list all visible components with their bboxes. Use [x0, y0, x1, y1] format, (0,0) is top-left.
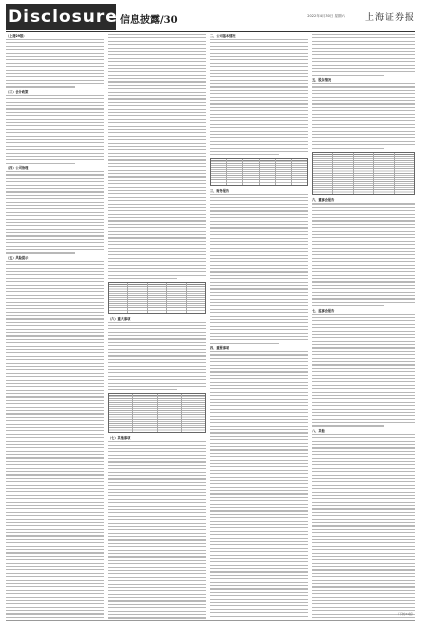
shareholder-table — [312, 152, 415, 196]
heading: （五）风险提示 — [6, 255, 29, 260]
heading: 六、董事会报告 — [312, 198, 335, 203]
body-text — [312, 34, 415, 76]
heading: 七、监事会报告 — [312, 308, 335, 313]
body-text — [6, 95, 104, 164]
heading: 五、股东情况 — [312, 78, 332, 83]
body-text — [312, 83, 415, 149]
financial-table — [108, 282, 206, 313]
heading: 二、公司基本情况 — [210, 34, 236, 38]
column-1 — [6, 34, 104, 619]
heading: （七）其他事项 — [108, 436, 131, 441]
financial-table — [210, 158, 308, 185]
heading: （三）会计政策 — [6, 89, 29, 94]
footer-rule — [6, 620, 415, 621]
masthead — [6, 4, 415, 30]
body-text — [108, 34, 206, 279]
body-text — [6, 39, 104, 88]
heading: 八、其他 — [312, 428, 325, 433]
body-text — [210, 194, 308, 344]
column-2 — [108, 34, 206, 619]
body-text — [108, 441, 206, 619]
heading: （四）公司治理 — [6, 166, 29, 171]
body-text — [210, 39, 308, 155]
section-banner: Disclosure — [6, 4, 116, 30]
newspaper-logo: 上海证券报 — [364, 13, 415, 23]
dateline: 2022年4月30日 星期六 — [307, 14, 345, 18]
heading: （上接29版） — [6, 34, 27, 38]
body-text — [210, 351, 308, 619]
body-text — [312, 434, 415, 619]
column-4 — [312, 34, 415, 619]
heading: 三、财务报告 — [210, 188, 230, 193]
financial-table — [108, 393, 206, 433]
body-text — [6, 171, 104, 253]
header-rule — [6, 31, 415, 32]
heading: （六）重大事项 — [108, 316, 131, 321]
body-text — [108, 322, 206, 391]
heading: 四、重要事项 — [210, 346, 230, 351]
column-3 — [210, 34, 308, 619]
section-title: 信息披露/30 — [120, 15, 178, 26]
body-text — [312, 314, 415, 427]
continuation-note: （下转31版） — [396, 612, 415, 616]
body-text — [6, 261, 104, 619]
body-text — [312, 203, 415, 306]
